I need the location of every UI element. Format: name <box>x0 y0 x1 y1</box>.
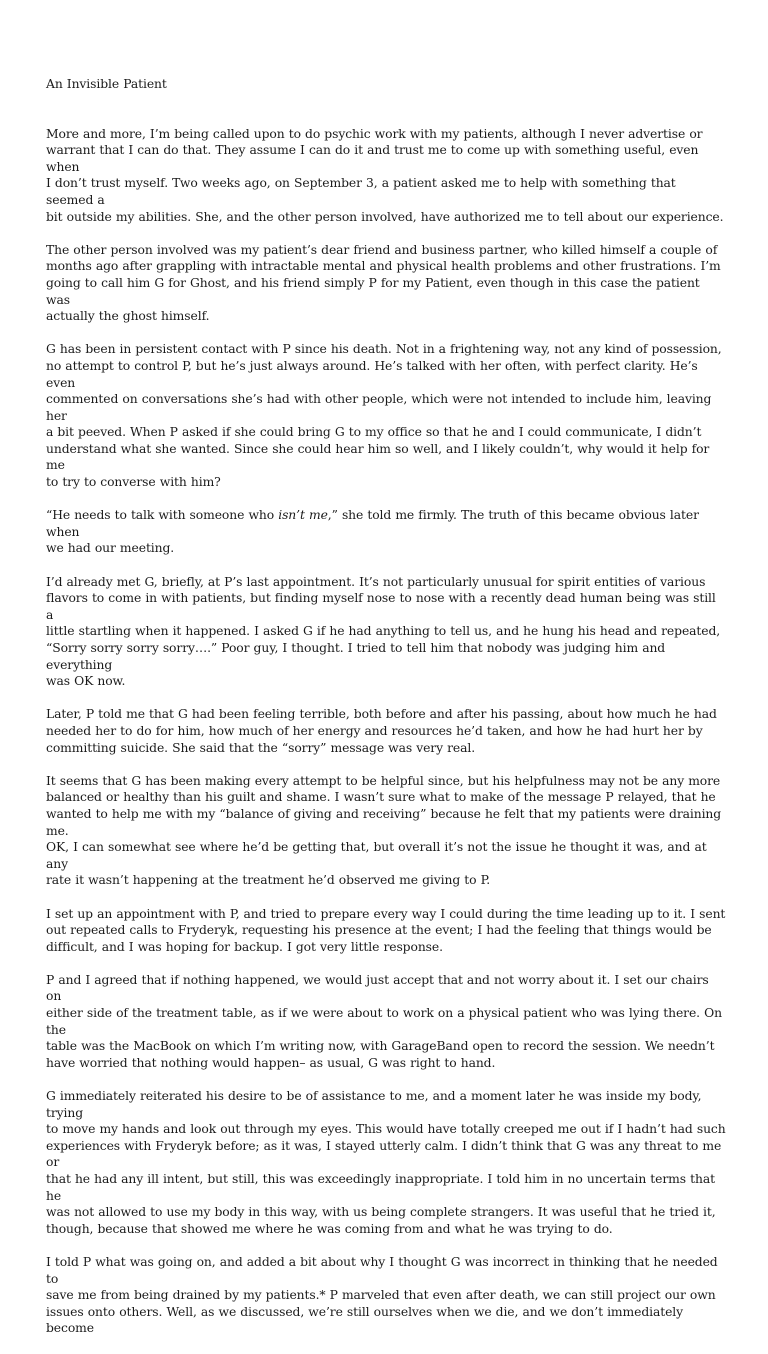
document-body <box>46 76 726 1354</box>
document-title: An Invisible Patient <box>46 77 167 91</box>
paragraph-3: G has been in persistent contact with P since his death. Not in a frightening way, not any kind of possession, no attempt to control P, but he’s just always around. He’s talked with her often, with perfect clarity. He’s even commented on conversations she’s had with other people, which were not intended to include him, leaving her a bit peeved. When P asked if she could bring G to my office so that he and I could communicate, I didn’t understand what she wanted. Since she could hear him so well, and I likely couldn’t, why would it help for me to try to converse with him? <box>46 342 722 490</box>
paragraph-8: I set up an appointment with P, and tried to prepare every way I could during the time leading up to it. I sent out repeated calls to Fryderyk, requesting his presence at the event; I had the feeling that things would be difficult, and I was hoping for backup. I got very little response. <box>46 906 726 954</box>
paragraph-7: It seems that G has been making every attempt to be helpful since, but his helpfulness may not be any more balanced or healthy than his guilt and shame. I wasn’t sure what to make of the message P relayed, that he wanted to help me with my “balance of giving and receiving” because he felt that my patients were draining me. OK, I can somewhat see where he’d be getting that, but overall it’s not the issue he thought it was, and at any rate it wasn’t happening at the treatment he’d observed me giving to P. <box>46 773 722 888</box>
paragraph-9: P and I agreed that if nothing happened, we would just accept that and not worry about it. I set our chairs on either side of the treatment table, as if we were about to work on a physical patient who was lying there. On the table was the MacBook on which I’m writing now, with GarageBand open to record the session. We needn’t have worried that nothing would happen– as usual, G was right to hand. <box>46 972 723 1070</box>
paragraph-10: G immediately reiterated his desire to be of assistance to me, and a moment later he was inside my body, trying to move my hands and look out through my eyes. This would have totally creeped me out if I hadn’t had such experiences with Fryderyk before; as it was, I stayed utterly calm. I didn’t think that G was any threat to me or that he had any ill intent, but still, this was exceedingly inappropriate. I told him in no uncertain terms that he was not allowed to use my body in this way, with us being complete strangers. It was useful that he tried it, though, because that showed me where he was coming from and what he was trying to do. <box>46 1089 726 1236</box>
quote-emphasis: isn’t me <box>278 508 328 523</box>
paragraph-5: I’d already met G, briefly, at P’s last appointment. It’s not particularly unusual for spirit entities of various flavors to come in with patients, but finding myself nose to nose with a recently dead human being was still a little startling when it happened. I asked G if he had anything to tell us, and he hung his head and repeated, “Sorry sorry sorry sorry….” Poor guy, I thought. I tried to tell him that nobody was judging him and everything was OK now. <box>46 574 721 689</box>
paragraph-4-quote <box>46 507 726 557</box>
paragraph-2: The other person involved was my patient’s dear friend and business partner, who killed himself a couple of months ago after grappling with intractable mental and physical health problems and other frustrations. I’m going to call him G for Ghost, and his friend simply P for my Patient, even though in this case the patient was actually the ghost himself. <box>46 242 721 324</box>
quote-after: ,” she told me firmly. The truth of this became obvious later when we had our meeting. <box>46 508 699 556</box>
paragraph-6: Later, P told me that G had been feeling terrible, both before and after his passing, about how much he had needed her to do for him, how much of her energy and resources he’d taken, and how he had hurt her by committing suicide. She said that the “sorry” message was very real. <box>46 707 717 755</box>
paragraph-1: More and more, I’m being called upon to do psychic work with my patients, although I never advertise or warrant that I can do that. They assume I can do it and trust me to come up with something useful, even when I don’t trust myself. Two weeks ago, on September 3, a patient asked me to help with something that seemed a bit outside my abilities. She, and the other person involved, have authorized me to tell about our experience. <box>46 126 724 224</box>
quote-before: “He needs to talk with someone who <box>46 508 279 523</box>
paragraph-11: I told P what was going on, and added a bit about why I thought G was incorrect in thinking that he needed to save me from being drained by my patients.* P marveled that even after death, we can still project our own issues onto others. Well, as we discussed, we’re still ourselves when we die, and we don’t immediately become <box>46 1254 718 1336</box>
